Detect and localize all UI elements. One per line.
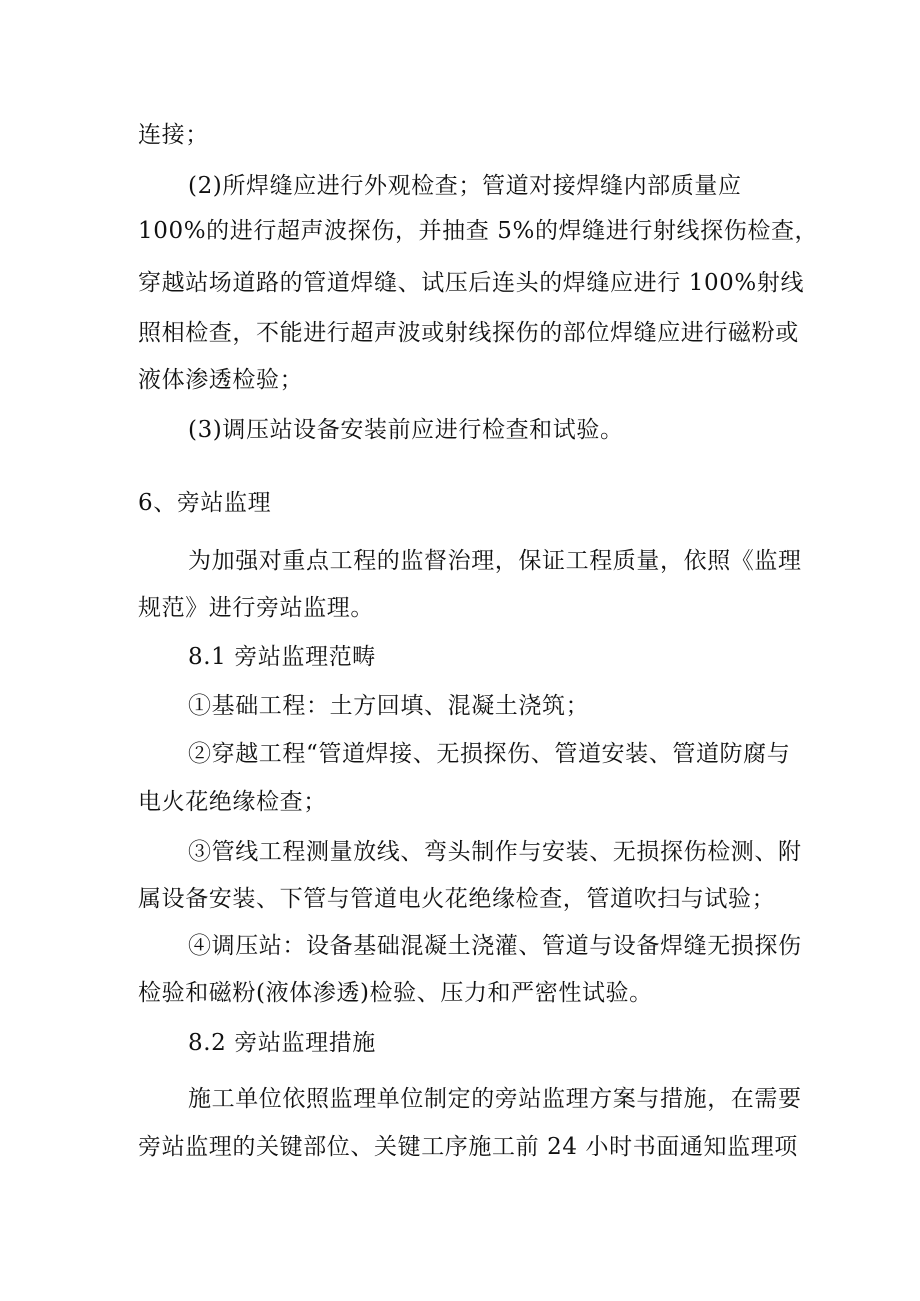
text-line: 施工单位依照监理单位制定的旁站监理方案与措施，在需要: [188, 1086, 802, 1112]
text-line: 为加强对重点工程的监督治理，保证工程质量，依照《监理: [188, 548, 802, 574]
text-line: 连接；: [138, 122, 209, 148]
subsection-heading: 8.2 旁站监理措施: [188, 1030, 376, 1056]
text-line: 穿越站场道路的管道焊缝、试压后连头的焊缝应进行 100%射线: [138, 270, 805, 296]
text-line: 检验和磁粉(液体渗透)检验、压力和严密性试验。: [138, 980, 653, 1006]
text-line: 照相检查，不能进行超声波或射线探伤的部位焊缝应进行磁粉或: [138, 320, 799, 346]
text-line: 电火花绝缘检查；: [138, 789, 327, 815]
list-item: ①基础工程：土方回填、混凝土浇筑；: [188, 693, 590, 719]
list-item: ④调压站：设备基础混凝土浇灌、管道与设备焊缝无损探伤: [188, 933, 802, 959]
text-line: 液体渗透检验；: [138, 367, 304, 393]
list-item: (3)调压站设备安装前应进行检查和试验。: [188, 417, 624, 443]
text-line: 旁站监理的关键部位、关键工序施工前 24 小时书面通知监理项: [138, 1134, 798, 1160]
text-line: 规范》进行旁站监理。: [138, 595, 374, 621]
list-item: ②穿越工程“管道焊接、无损探伤、管道安装、管道防腐与: [188, 741, 791, 767]
list-item: ③管线工程测量放线、弯头制作与安装、无损探伤检测、附: [188, 839, 802, 865]
text-line: 属设备安装、下管与管道电火花绝缘检查，管道吹扫与试验；: [138, 886, 776, 912]
text-line: 100%的进行超声波探伤，并抽查 5%的焊缝进行射线探伤检查，: [138, 218, 819, 244]
subsection-heading: 8.1 旁站监理范畴: [188, 644, 376, 670]
section-heading: 6、旁站监理: [138, 490, 272, 516]
list-item: (2)所焊缝应进行外观检查；管道对接焊缝内部质量应: [188, 173, 742, 199]
